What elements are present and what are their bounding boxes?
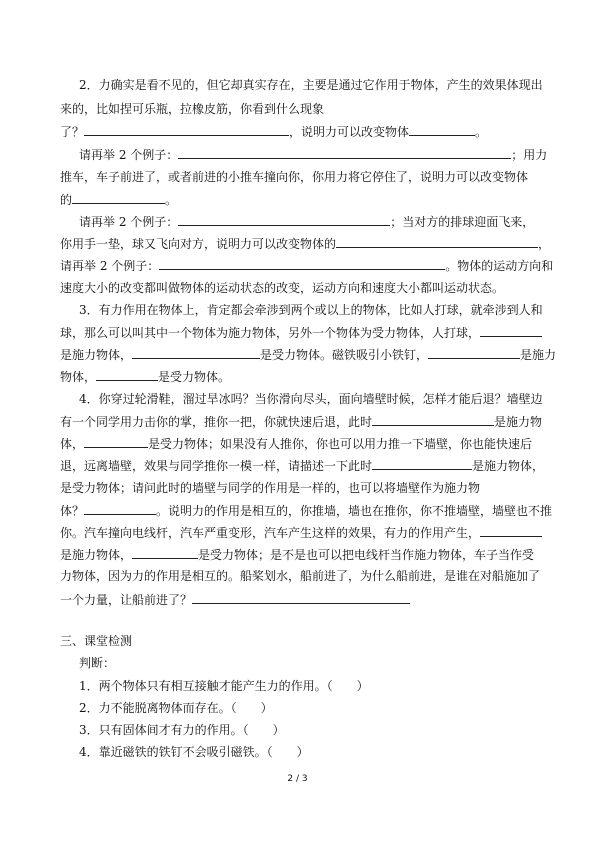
section-heading: 三、课堂检测 [60,634,133,648]
judge-item-2: 2．力不能脱离物体而存在。（ ） [79,701,273,715]
para-2-line-5: 推车，车子前进了，或者前进的小推车撞向你，你用力将它停住了，说明力可以改变物体 [60,170,529,184]
para-4-line-6: 体？ 。说明力的作用是相互的，你推墙，墙也在推你，你不推墙壁，墙壁也不推 [60,504,553,518]
para-4-line-8: 是施力物体， 是受力物体；是不是也可以把电线杆当作施力物体，车子当作受 [60,548,535,562]
para-3-line-3: 是施力物体， 是受力物体。磁铁吸引小铁钉， 是施力 [60,348,557,362]
example-line-2: 请再举 2 个例子： ；当对方的排球迎面飞来， [79,215,535,229]
para-2-line-9: 请再举 2 个例子： 。物体的运动方向和 [60,259,554,273]
judge-label: 判断： [79,656,116,670]
answer-blank[interactable] [428,347,520,359]
answer-blank[interactable] [409,124,475,136]
para-3-line-4: 物体， 是受力物体。 [60,370,231,384]
para-2-line-10: 速度大小的改变都叫做物体的运动状态的改变，运动方向和速度大小都叫运动状态。 [60,281,505,295]
answer-blank[interactable] [372,458,472,470]
para-2-line-8: 你用手一垫，球又飞向对方，说明力可以改变物体的 ， [60,237,551,251]
page-number: 2 / 3 [287,774,308,784]
para-4-line-5: 是受力物体；请问此时的墙壁与同学的作用是一样的，也可以将墙壁作为施力物 [60,481,481,495]
judge-item-3: 3．只有固体间才有力的作用。（ ） [79,723,285,737]
answer-blank[interactable] [84,124,289,136]
answer-blank[interactable] [132,547,198,559]
answer-blank[interactable] [480,525,542,537]
judge-item-1: 1．两个物体只有相互接触才能产生力的作用。（ ） [79,679,369,693]
answer-blank[interactable] [178,147,511,159]
para-2-line-2: 来的，比如捏可乐瓶，拉橡皮筋，你看到什么现象 [60,102,325,116]
para-4-line-3: 体， 是受力物体；如果没有人推你，你也可以用力推一下墙壁，你也能快速后 [60,437,533,451]
answer-blank[interactable] [159,258,445,270]
para-3-line-2: 球，那么可以叫其中一个物体为施力物体，另外一个物体为受力物体，人打球， [60,325,555,340]
para-4-line-7: 你。汽车撞向电线杆，汽车严重变形，汽车产生这样的效果，有力的作用产生， [60,525,555,540]
judge-item-4: 4．靠近磁铁的铁钉不会吸引磁铁。（ ） [79,745,309,759]
para-2-line-1: 2．力确实是看不见的，但它却真实存在，主要是通过它作用于物体，产生的效果体现出 [79,78,543,92]
answer-blank[interactable] [96,369,158,381]
answer-blank[interactable] [132,347,260,359]
para-4-line-10: 一个力量，让船前进了？ [60,592,555,607]
answer-blank[interactable] [84,503,156,515]
answer-blank[interactable] [84,436,148,448]
answer-blank[interactable] [192,592,410,604]
example-line-1: 请再举 2 个例子： ；用力 [79,148,548,162]
para-4-line-4: 退，远离墙壁，效果与同学推你一模一样，请描述一下此时 是施力物体， [60,459,545,473]
answer-blank[interactable] [372,414,494,426]
para-4-line-9: 力物体，因为力的作用是相互的。船桨划水，船前进了，为什么船前进，是谁在对船施加了 [60,569,541,583]
answer-blank[interactable] [72,192,165,204]
answer-blank[interactable] [480,325,542,337]
para-2-line-6: 的 。 [60,193,178,207]
para-3-line-1: 3．有力作用在物体上，肯定都会牵涉到两个或以上的物体，比如人打球，就牵涉到人和 [79,303,543,317]
para-4-line-2: 有一个同学用力击你的掌，推你一把，你就快速后退，此时 是施力物 [60,415,543,429]
para-2-line-3: 了？ ，说明力可以改变物体 。 [60,125,488,139]
answer-blank[interactable] [336,236,538,248]
answer-blank[interactable] [178,214,390,226]
para-4-line-1: 4．你穿过轮滑鞋，溜过旱冰吗？当你滑向尽头，面向墙壁时候，怎样才能后退？墙壁边 [79,392,543,406]
